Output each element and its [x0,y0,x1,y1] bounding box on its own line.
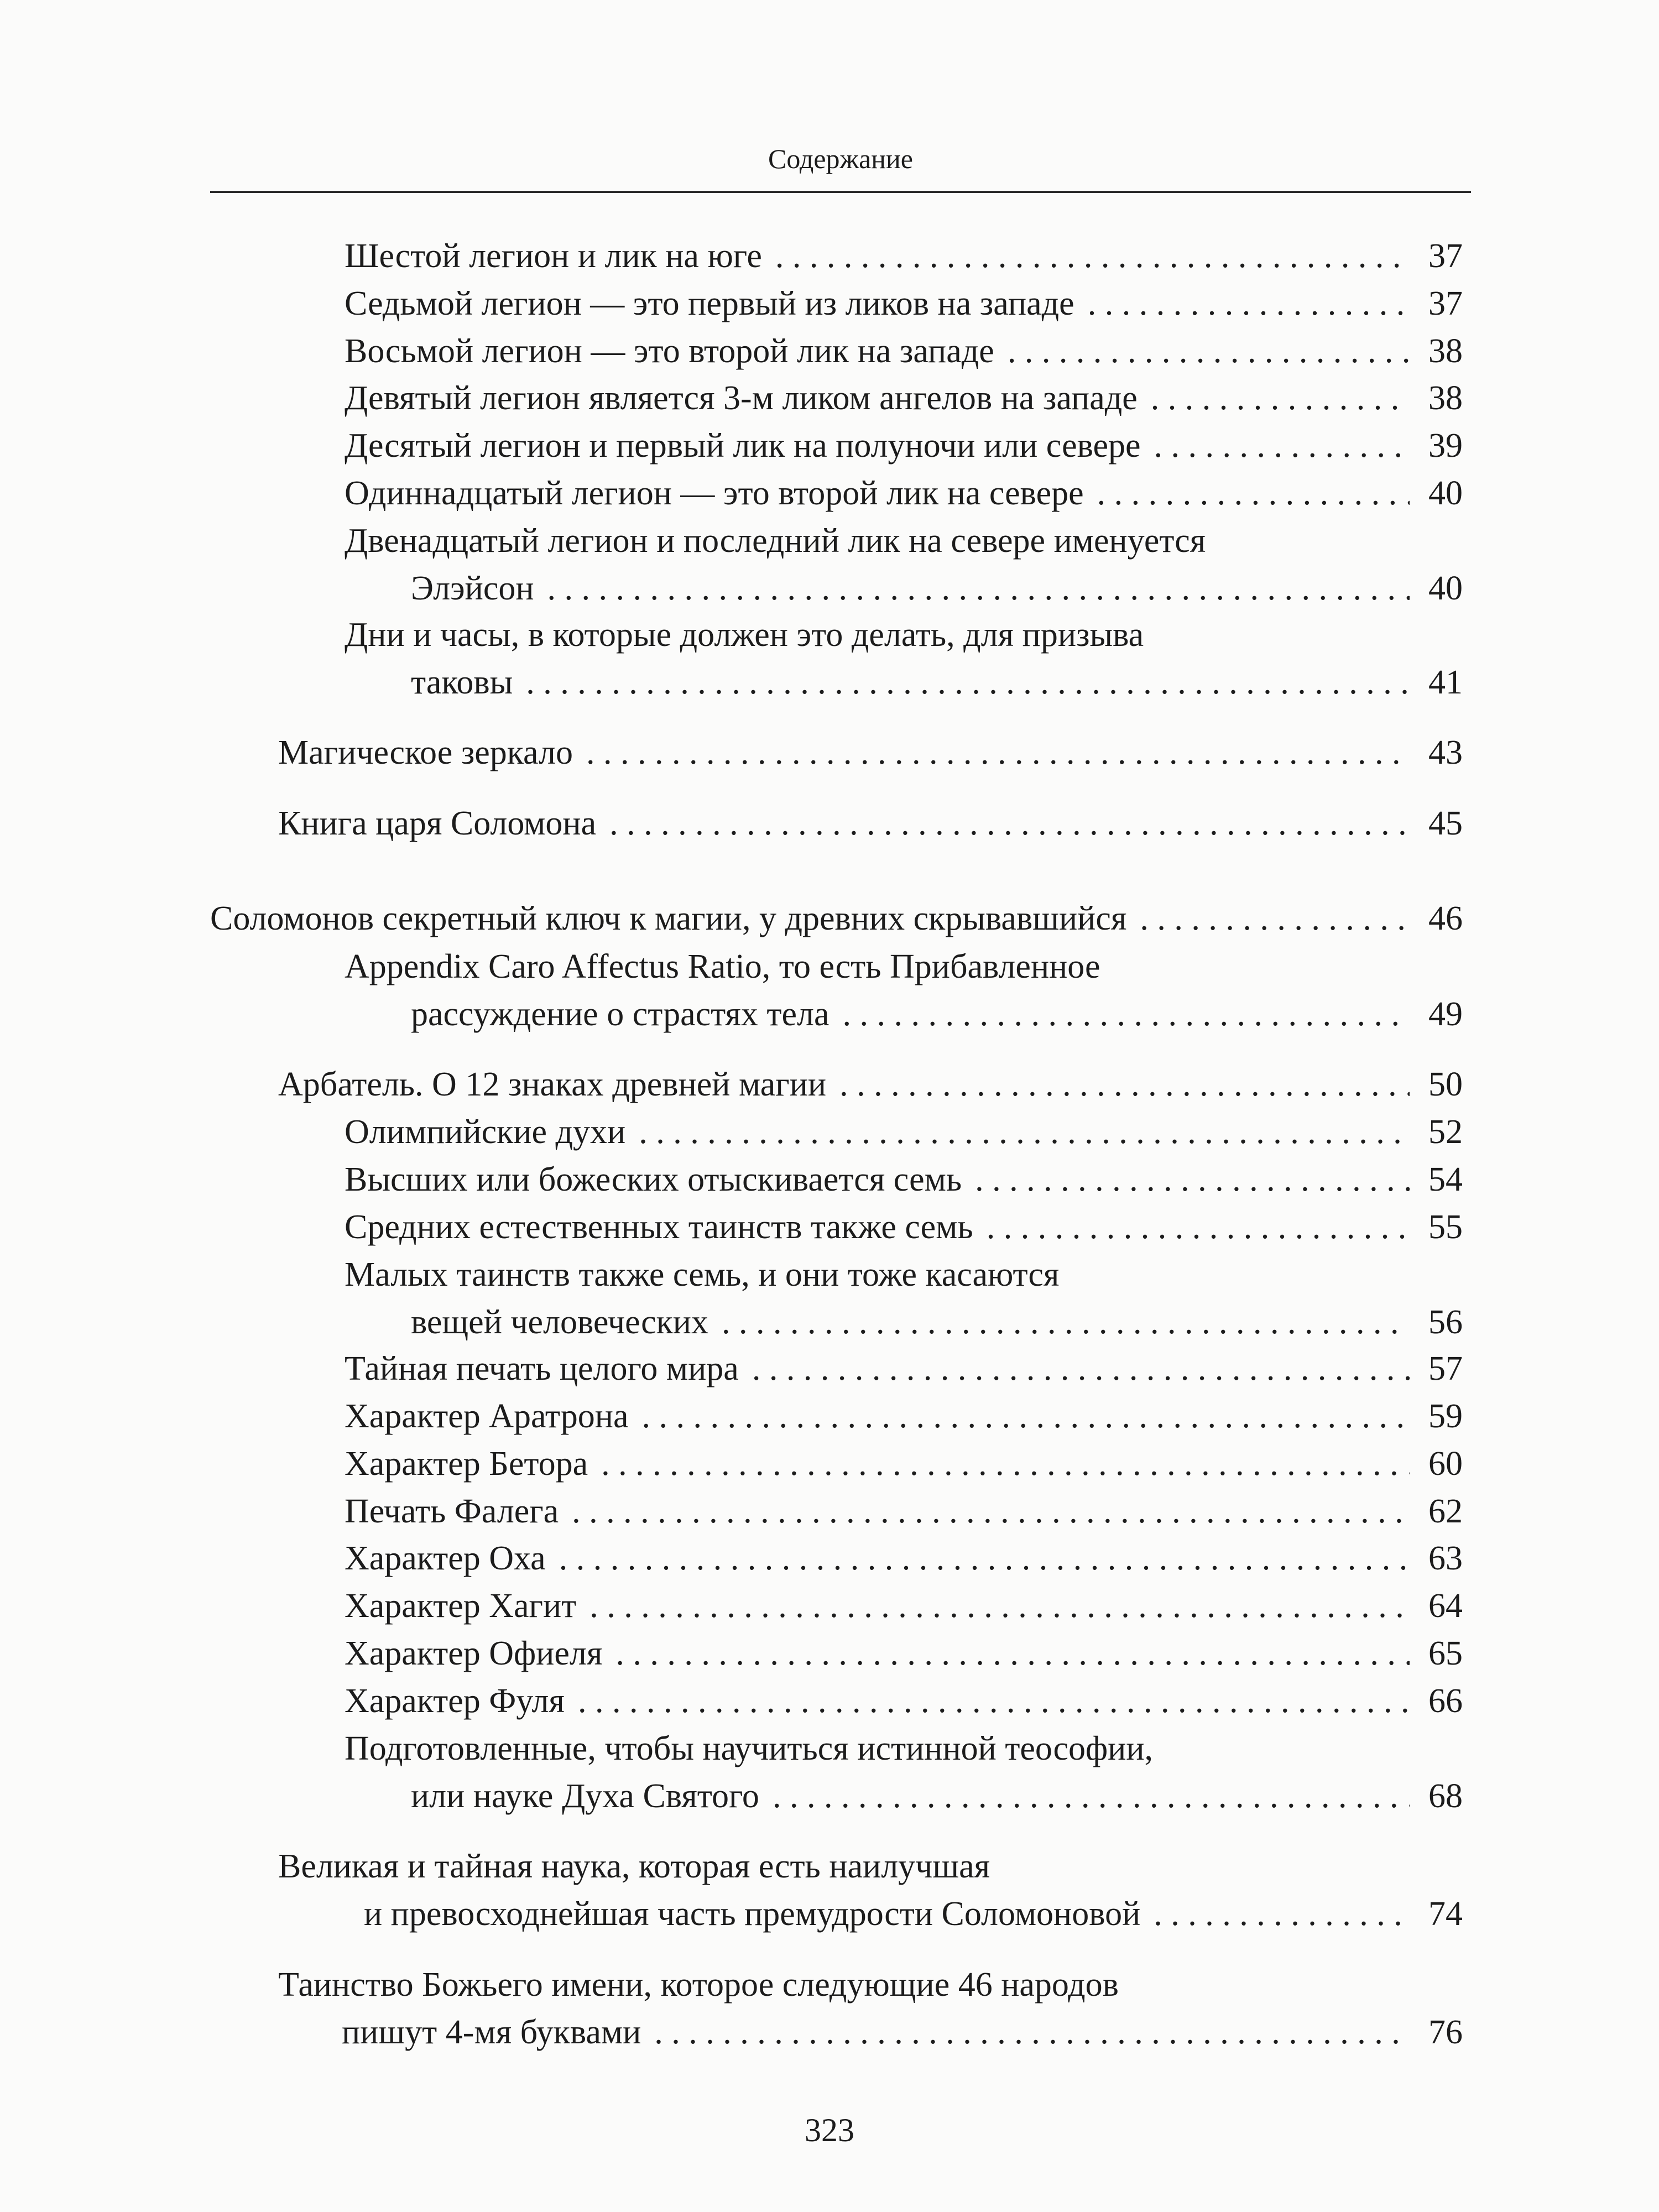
dot-leader [639,1108,1410,1156]
toc-page-number: 74 [1428,1895,1463,1933]
toc-entry [345,280,1463,327]
toc-entry-title-last-line: пишут 4-мя буквами [342,2013,641,2051]
toc-page-number: 57 [1428,1350,1463,1387]
dot-leader [615,1630,1410,1677]
dot-leader [1140,895,1410,942]
toc-entry-title: Тайная печать целого мира [345,1350,739,1387]
dot-leader [987,1203,1410,1251]
toc-entry [345,1392,1463,1440]
toc-entry-title: Седьмой легион — это первый из ликов на западе [345,285,1074,322]
toc-entry [345,1251,1463,1346]
dot-leader [775,232,1410,280]
toc-entry-title: Характер Фуля [345,1682,565,1720]
toc-entry-title: Олимпийские духи [345,1113,626,1151]
toc-entry [278,729,1463,776]
toc-entry [345,1630,1463,1677]
toc-entry [278,1061,1463,1108]
toc-entry-title-first-line: Таинство Божьего имени, которое следующие 46 народов [278,1966,1119,2004]
dot-leader [601,1440,1410,1488]
toc-page-number: 54 [1428,1161,1463,1198]
toc-entry-title: Восьмой легион — это второй лик на западе [345,332,994,370]
toc-entry-title-first-line: Двенадцатый легион и последний лик на севере именуется [345,522,1206,560]
toc-entry-title: Характер Бетора [345,1445,588,1483]
toc-page-number: 76 [1428,2013,1463,2051]
toc-entry [278,1961,1463,2056]
toc-entry [345,1345,1463,1392]
dot-leader [589,1582,1410,1630]
dot-leader [1154,1890,1410,1938]
toc-page-number: 66 [1428,1682,1463,1720]
toc-page-number: 59 [1428,1397,1463,1435]
toc-entry-title: Характер Оха [345,1540,546,1577]
dot-leader [641,1392,1410,1440]
toc-entry-title-first-line: Великая и тайная наука, которая есть наилучшая [278,1848,990,1885]
toc-entry [345,1440,1463,1488]
dot-leader [578,1677,1410,1725]
dot-leader [773,1772,1410,1820]
dot-leader [975,1156,1410,1203]
toc-page-number: 64 [1428,1587,1463,1625]
toc-entry-title-first-line: Малых таинств также семь, и они тоже касаются [345,1256,1060,1293]
toc-entry-title: Одиннадцатый легион — это второй лик на севере [345,474,1084,512]
toc-entry-title: Соломонов секретный ключ к магии, у древних скрывавшийся [210,900,1127,937]
toc-page-number: 37 [1428,285,1463,322]
dot-leader [1151,374,1410,422]
toc-entry [345,327,1463,375]
toc-page-number: 39 [1428,427,1463,465]
dot-leader [1154,422,1410,469]
dot-leader [609,800,1410,847]
toc-entry-title-last-line: вещей человеческих [411,1303,708,1341]
toc-entry [345,469,1463,517]
toc-page-number: 63 [1428,1540,1463,1577]
dot-leader [559,1535,1410,1582]
toc-entry [345,1677,1463,1725]
toc-page-number: 50 [1428,1066,1463,1103]
toc-page-number: 62 [1428,1493,1463,1530]
toc-entry [278,800,1463,847]
dot-leader [654,2008,1410,2056]
toc-entry [345,1725,1463,1820]
dot-leader [547,565,1410,612]
toc-entry [278,1843,1463,1938]
toc-entry-title-last-line: или науке Духа Святого [411,1777,759,1815]
dot-leader [1097,469,1410,517]
toc-entry-title-last-line: таковы [411,664,513,701]
toc-page-number: 40 [1428,474,1463,512]
toc-entry-title: Книга царя Соломона [278,805,597,842]
toc-page-number: 38 [1428,379,1463,417]
toc-page-number: 55 [1428,1208,1463,1246]
toc-entry-title: Характер Аратрона [345,1397,629,1435]
toc-entry [345,1108,1463,1156]
toc-entry-title: Арбатель. О 12 знаках древней магии [278,1066,827,1103]
dot-leader [1088,280,1410,327]
toc-page-number: 45 [1428,805,1463,842]
toc-entry [345,1156,1463,1203]
toc-page-number: 37 [1428,237,1463,275]
toc-entry [210,895,1463,942]
dot-leader [839,1061,1410,1108]
toc-page-number: 41 [1428,664,1463,701]
toc-entry-title: Десятый легион и первый лик на полуночи или севере [345,427,1141,465]
toc-page-number: 46 [1428,900,1463,937]
dot-leader [722,1298,1410,1346]
toc-entry-title: Девятый легион является 3-м ликом ангелов на западе [345,379,1138,417]
toc-entry-title-first-line: Appendix Caro Affectus Ratio, то есть Прибавленное [345,948,1100,985]
toc-page-number: 40 [1428,570,1463,607]
toc-entry [345,1488,1463,1535]
toc-entry [345,943,1463,1038]
toc-page-number: 49 [1428,995,1463,1033]
toc-page-number: 52 [1428,1113,1463,1151]
toc-entry [345,611,1463,706]
dot-leader [526,659,1410,706]
dot-leader [842,990,1410,1038]
toc-entry-title: Характер Хагит [345,1587,577,1625]
toc-page-number: 43 [1428,734,1463,771]
dot-leader [1008,327,1410,375]
toc-entry [345,1535,1463,1582]
toc-entry-title-first-line: Дни и часы, в которые должен это делать, для призыва [345,616,1144,654]
toc-page-number: 60 [1428,1445,1463,1483]
toc-entry-title: Средних естественных таинств также семь [345,1208,973,1246]
toc-entry-title: Печать Фалега [345,1493,559,1530]
toc-entry-title-last-line: рассуждение о страстях тела [411,995,830,1033]
toc-entry-title-last-line: и превосходнейшая часть премудрости Соломоновой [364,1895,1141,1933]
toc-page-number: 65 [1428,1635,1463,1672]
toc-page-number: 56 [1428,1303,1463,1341]
toc-page-number: 38 [1428,332,1463,370]
toc-entry-title-first-line: Подготовленные, чтобы научиться истинной теософии, [345,1730,1154,1767]
dot-leader [572,1488,1410,1535]
toc-entry [345,1582,1463,1630]
toc-page-number: 68 [1428,1777,1463,1815]
page-number: 323 [805,2112,854,2148]
toc-entry [345,374,1463,422]
toc-entry-title-last-line: Элэйсон [411,570,534,607]
dot-leader [752,1345,1410,1392]
toc-entry-title: Характер Офиеля [345,1635,603,1672]
toc-entry-title: Шестой легион и лик на юге [345,237,762,275]
toc-entry [345,1203,1463,1251]
dot-leader [586,729,1410,776]
toc-entry [345,422,1463,469]
toc-entry [345,517,1463,612]
running-header: Содержание [768,143,913,174]
toc-entry-title: Магическое зеркало [278,734,573,771]
toc-entry-title: Высших или божеских отыскивается семь [345,1161,962,1198]
toc-entry [345,232,1463,280]
